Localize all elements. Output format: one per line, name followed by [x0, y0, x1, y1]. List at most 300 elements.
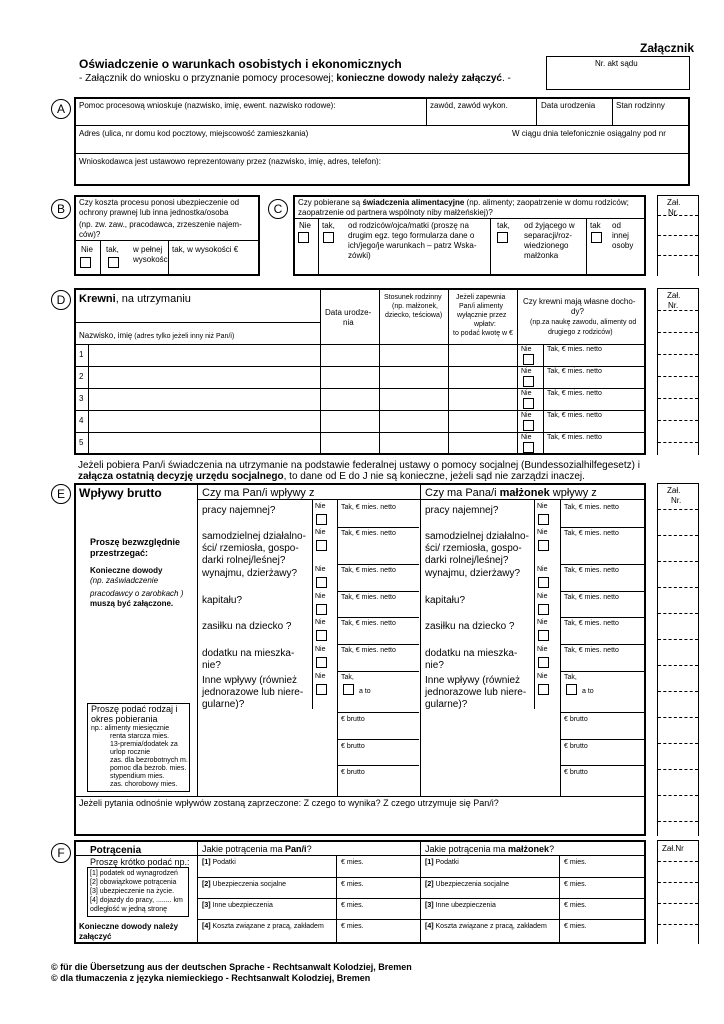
e-no-label: Nie	[315, 503, 326, 510]
d-row-no-label: Nie	[521, 434, 532, 441]
e-no-checkbox[interactable]	[538, 577, 549, 588]
zal-separator	[658, 509, 698, 510]
e-row-line	[337, 591, 419, 592]
e-other-yes-checkbox[interactable]	[343, 684, 354, 695]
e-income-amount-field[interactable]: Tak, € mies. netto	[564, 530, 619, 537]
e-income-amount-field[interactable]: Tak, € mies. netto	[341, 594, 396, 601]
e-proof-line2: (np. zaświadczenie	[90, 576, 159, 585]
f-deduction-label: [3] Inne ubezpieczenia	[425, 902, 496, 909]
zal-separator	[658, 613, 698, 614]
f-row-line	[420, 877, 645, 878]
zal-separator	[658, 354, 698, 355]
e-col-divider	[312, 499, 313, 709]
f-example-3: [3] ubezpieczenie na życie.	[90, 888, 175, 895]
e-row-line	[337, 527, 419, 528]
e-income-amount-field[interactable]: Tak, € mies. netto	[564, 594, 619, 601]
f-deduction-label: [1] Podatki	[202, 859, 236, 866]
d-row-no-label: Nie	[521, 412, 532, 419]
f-proof-line1: Konieczne dowody należy	[79, 922, 179, 931]
case-number-field[interactable]	[546, 56, 690, 90]
address-field[interactable]: Adres (ulica, nr domu kod pocztowy, miejscowość zamieszkania)	[79, 129, 309, 138]
e-row-line	[337, 564, 419, 565]
b-yes-full-checkbox[interactable]	[108, 257, 119, 268]
e-kind-line9: stypendium mies.	[110, 773, 165, 780]
d-relation-label: Stosunek rodzinny	[384, 294, 442, 301]
e-row-line	[560, 617, 645, 618]
f-deduction-label: [1] Podatki	[425, 859, 459, 866]
e-ato-label: a to	[582, 688, 594, 695]
f-deduction-amount-field[interactable]: € mies.	[564, 902, 587, 909]
d-row-birthdate-field[interactable]	[321, 433, 378, 453]
e-row-line	[337, 765, 419, 766]
e-income-amount-field[interactable]: Tak, € mies. netto	[341, 530, 396, 537]
f-row-line	[420, 898, 645, 899]
e-title: Wpływy brutto	[79, 486, 162, 500]
b-question-line3: (np. zw. zaw., pracodawca, zrzeszenie najem-	[79, 220, 242, 229]
e-other-yes-checkbox[interactable]	[566, 684, 577, 695]
f-col-divider	[336, 855, 337, 943]
c-spouse-line3: wiedzionego	[524, 241, 569, 250]
d-row-birthdate-field[interactable]	[321, 389, 378, 409]
d-row-name-field[interactable]	[89, 345, 319, 365]
e-income-question: dodatku na mieszka-	[425, 648, 518, 659]
e-income-question: gularne)?	[425, 699, 468, 710]
zal-separator	[658, 769, 698, 770]
zal-column-f[interactable]	[657, 840, 699, 944]
c-no-checkbox[interactable]	[298, 232, 309, 243]
zal-separator	[658, 861, 698, 862]
e-income-question: gularne)?	[202, 699, 245, 710]
f-example-2: [2] obowiązkowe potrącenia	[90, 879, 177, 886]
f-deduction-label: [4] Koszta związane z pracą, zakładem	[202, 923, 324, 930]
f-deduction-amount-field[interactable]: € mies.	[564, 881, 587, 888]
e-row-line	[337, 739, 419, 740]
e-income-amount-field[interactable]: Tak, € mies. netto	[341, 620, 396, 627]
e-gross-amount-field[interactable]: € brutto	[341, 769, 365, 776]
zal-nr-label: Nr.	[668, 208, 679, 217]
e-income-amount-field[interactable]: Tak, € mies. netto	[341, 567, 396, 574]
e-ato-label: a to	[359, 688, 371, 695]
zal-separator	[658, 691, 698, 692]
e-income-question: samodzielnej działalno-	[202, 531, 306, 542]
e-col-divider	[534, 499, 535, 709]
f-example-4: [4] dojazdy do pracy, ........ km	[90, 897, 183, 904]
zal-separator	[658, 535, 698, 536]
f-deduction-label: [3] Inne ubezpieczenia	[202, 902, 273, 909]
e-strict-line2: przestrzegać:	[90, 548, 149, 558]
d-title: Krewni, na utrzymaniu	[79, 293, 191, 305]
e-strict-line1: Proszę bezwzględnie	[90, 537, 181, 547]
page-subtitle: - Załącznik do wniosku o przyznanie pomocy procesowej; konieczne dowody należy załączyć. -	[79, 73, 511, 84]
e-no-label: Nie	[315, 673, 326, 680]
e-no-label: Nie	[315, 646, 326, 653]
e-no-checkbox[interactable]	[538, 514, 549, 525]
attachment-label: Załącznik	[640, 41, 695, 55]
e-proof-line3: pracodawcy o zarobkach )	[90, 589, 184, 598]
d-own-income-label-2: dy?	[571, 307, 584, 316]
section-a-marker: A	[51, 99, 71, 119]
zal-separator	[658, 639, 698, 640]
f-deduction-amount-field[interactable]: € mies.	[341, 859, 364, 866]
e-row-line	[560, 644, 645, 645]
d-row-number: 1	[79, 350, 84, 359]
e-row-line	[337, 617, 419, 618]
zal-separator	[658, 442, 698, 443]
e-income-question: wynajmu, dzierżawy?	[425, 568, 521, 579]
e-income-amount-field[interactable]: Tak, € mies. netto	[341, 504, 396, 511]
e-row-line	[560, 712, 645, 713]
d-note-line1: Jeżeli pobiera Pan/i świadczenia na utrzymanie na podstawie federalnej ustawy o pomocy socjalnej (Bundessozialhilfegesetz) i	[78, 460, 640, 471]
d-own-income-label-4: drugiego z rodziców)	[548, 329, 613, 336]
e-income-amount-field[interactable]: Tak, € mies. netto	[564, 504, 619, 511]
e-income-amount-field[interactable]: Tak, € mies. netto	[564, 567, 619, 574]
d-row-payment-field[interactable]	[449, 411, 516, 431]
d-birth-label: Data urodze-	[325, 308, 372, 317]
e-other-yes-label: Tak,	[341, 674, 354, 681]
d-row-no-checkbox[interactable]	[523, 376, 534, 387]
c-question-line1: Czy pobierane są świadczenia alimentacyjne (np. alimenty; zaopatrzenie w domu rodziców;	[298, 198, 629, 207]
d-payment-label-4: wpłatv:	[474, 321, 496, 328]
d-relation-label-2: (np. małżonek,	[392, 303, 438, 310]
e-income-question: wynajmu, dzierżawy?	[202, 568, 298, 579]
f-deduction-amount-field[interactable]: € mies.	[564, 923, 587, 930]
e-kind-line1: Proszę podać rodzaj i	[91, 704, 178, 714]
zal-separator	[658, 882, 698, 883]
zal-nr-label: Nr.	[668, 301, 679, 310]
d-note-line2: załącza ostatnią decyzję urzędu socjalnego, to dane od E do J nie są konieczne, jeżeli sąd nie zarządzi inaczej.	[78, 471, 585, 482]
zal-separator	[658, 310, 698, 311]
d-row-number: 2	[79, 372, 84, 381]
zal-separator	[658, 420, 698, 421]
e-kind-line4: renta starcza mies.	[110, 733, 170, 740]
d-row-relation-field[interactable]	[380, 367, 447, 387]
e-col-divider	[560, 499, 561, 796]
e-row-line	[337, 671, 419, 672]
applicant-name-field[interactable]: Pomoc procesową wnioskuje (nazwisko, imię, ewent. nazwisko rodowe):	[79, 101, 336, 110]
b-full-label-2: wysokości	[133, 255, 170, 264]
e-income-question: samodzielnej działalno-	[425, 531, 529, 542]
c-spouse-line2: separacji/roz-	[524, 231, 573, 240]
d-row-no-checkbox[interactable]	[523, 398, 534, 409]
e-kind-line2: okres pobierania	[91, 714, 158, 724]
e-no-label: Nie	[315, 529, 326, 536]
c-parents-line2: drugim egz. tego formularza dane o	[348, 231, 475, 240]
e-income-question: zasiłku na dziecko ?	[425, 621, 515, 632]
d-row-no-label: Nie	[521, 368, 532, 375]
e-no-checkbox[interactable]	[316, 540, 327, 551]
e-no-checkbox[interactable]	[538, 540, 549, 551]
d-row-number: 5	[79, 438, 84, 447]
zal-separator	[658, 332, 698, 333]
marital-status-field[interactable]: Stan rodzinny	[616, 101, 665, 110]
e-other-yes-label: Tak,	[564, 674, 577, 681]
e-no-checkbox[interactable]	[538, 657, 549, 668]
d-row-relation-field[interactable]	[380, 389, 447, 409]
e-no-label: Nie	[537, 673, 548, 680]
e-income-question: jednorazowe lub niere-	[202, 687, 304, 698]
e-income-question: Inne wpływy (również	[202, 675, 298, 686]
e-no-checkbox[interactable]	[538, 630, 549, 641]
section-e-marker: E	[51, 484, 71, 504]
e-income-question: zasiłku na dziecko ?	[202, 621, 292, 632]
c-other-line2: innej	[612, 231, 629, 240]
f-proof-line2: załączyć	[79, 932, 112, 941]
d-row-no-label: Nie	[521, 346, 532, 353]
d-birth-label-2: nia	[343, 318, 354, 327]
f-deduction-amount-field[interactable]: € mies.	[341, 881, 364, 888]
e-col2-title: Czy ma Pana/i małżonek wpływy z	[425, 487, 597, 499]
f-row-line	[197, 898, 420, 899]
e-income-question: jednorazowe lub niere-	[425, 687, 527, 698]
e-income-question: nie?	[425, 660, 444, 671]
d-row-number: 3	[79, 394, 84, 403]
d-row-name-field[interactable]	[89, 411, 319, 431]
f-title: Potrącenia	[90, 845, 142, 856]
e-no-label: Nie	[537, 619, 548, 626]
f-deduction-amount-field[interactable]: € mies.	[341, 902, 364, 909]
section-c-marker: C	[268, 199, 288, 219]
d-payment-label: Jeżeli zapewnia	[456, 294, 506, 301]
c-spouse-line1: od żyjącego w	[524, 221, 575, 230]
e-income-question: pracy najemnej?	[202, 505, 276, 516]
d-payment-label-2: Pan/i alimenty	[459, 303, 503, 310]
e-no-checkbox[interactable]	[316, 577, 327, 588]
e-income-question: darki rolnej/leśnej?	[202, 555, 286, 566]
e-col1-title: Czy ma Pan/i wpływy z	[202, 487, 315, 499]
d-row-income-field[interactable]: Tak, € mies. netto	[547, 346, 602, 353]
e-kind-line6: urlop rocznie	[110, 749, 151, 756]
zal-column-d[interactable]	[657, 288, 699, 455]
e-col-divider	[337, 499, 338, 796]
f-example-1: [1] podatek od wynagrodzeń	[90, 870, 178, 877]
e-income-question: kapitału?	[202, 595, 243, 606]
e-proof-line1: Konieczne dowody	[90, 566, 163, 575]
e-no-label: Nie	[315, 566, 326, 573]
e-row-line	[560, 765, 645, 766]
d-row-number: 4	[79, 416, 84, 425]
birthdate-field[interactable]: Data urodzenia	[541, 101, 596, 110]
zal-separator	[658, 903, 698, 904]
zal-label: Zał.	[667, 486, 681, 495]
e-income-question: kapitału?	[425, 595, 466, 606]
section-b-marker: B	[51, 199, 71, 219]
e-no-label: Nie	[537, 503, 548, 510]
zal-separator	[658, 717, 698, 718]
c-parents-line1: od rodziców/ojca/matki (proszę na	[348, 221, 469, 230]
d-row-birthdate-field[interactable]	[321, 345, 378, 365]
c-yes-other-label: tak	[590, 221, 601, 230]
zal-separator	[658, 821, 698, 822]
e-income-question: ści/ rzemiosła, gospo-	[202, 543, 299, 554]
d-row-income-field[interactable]: Tak, € mies. netto	[547, 390, 602, 397]
d-row-birthdate-field[interactable]	[321, 411, 378, 431]
e-no-checkbox[interactable]	[538, 604, 549, 615]
zal-separator	[658, 561, 698, 562]
d-own-income-label: Czy krewni mają własne docho-	[523, 297, 636, 306]
e-no-checkbox[interactable]	[538, 684, 549, 695]
d-payment-label-5: to podać kwotę w €	[453, 330, 513, 337]
d-row-relation-field[interactable]	[380, 345, 447, 365]
e-row-line	[337, 644, 419, 645]
d-row-payment-field[interactable]	[449, 367, 516, 387]
e-row-line	[560, 739, 645, 740]
d-row-relation-field[interactable]	[380, 411, 447, 431]
zal-nr-label: Nr.	[671, 496, 682, 505]
e-proof-line4: muszą być załączone.	[90, 599, 174, 608]
e-no-checkbox[interactable]	[316, 630, 327, 641]
f-deduction-amount-field[interactable]: € mies.	[564, 859, 587, 866]
d-row-payment-field[interactable]	[449, 345, 516, 365]
e-kind-line3: np.: alimenty miesięcznie	[91, 725, 170, 732]
e-no-label: Nie	[537, 646, 548, 653]
d-row-no-checkbox[interactable]	[523, 354, 534, 365]
b-question-line1: Czy koszta procesu ponosi ubezpieczenie od	[79, 198, 240, 207]
e-no-label: Nie	[537, 566, 548, 573]
zal-separator	[658, 924, 698, 925]
d-row-name-field[interactable]	[89, 433, 319, 453]
profession-field[interactable]: zawód, zawód wykon.	[430, 101, 508, 110]
f-deduction-label: [4] Koszta związane z pracą, zakładem	[425, 923, 547, 930]
e-income-amount-field[interactable]: Tak, € mies. netto	[564, 647, 619, 654]
e-gross-amount-field[interactable]: € brutto	[341, 743, 365, 750]
f-deduction-label: [2] Ubezpieczenia socjalne	[425, 881, 510, 888]
c-yes-spouse-label: tak,	[497, 221, 510, 230]
e-kind-line5: 13-premia/dodatek za	[110, 741, 178, 748]
d-row-relation-field[interactable]	[380, 433, 447, 453]
f-col-divider	[559, 855, 560, 943]
section-d-marker: D	[51, 290, 71, 310]
f-col1-title: Jakie potrącenia ma Pan/i?	[202, 844, 312, 854]
zal-separator	[658, 398, 698, 399]
f-deduction-amount-field[interactable]: € mies.	[341, 923, 364, 930]
b-full-label: w pełnej	[133, 245, 163, 254]
page-title: Oświadczenie o warunkach osobistych i ekonomicznych	[79, 57, 402, 71]
e-no-label: Nie	[537, 529, 548, 536]
b-partial-amount-field[interactable]: tak, w wysokości €	[172, 245, 239, 254]
d-row-birthdate-field[interactable]	[321, 367, 378, 387]
e-no-checkbox[interactable]	[316, 604, 327, 615]
c-no-label: Nie	[299, 221, 312, 230]
e-gross-amount-field[interactable]: € brutto	[564, 716, 588, 723]
f-brief-label: Proszę krótko podać np.:	[90, 857, 190, 867]
c-parents-line4: zówki)	[348, 251, 371, 260]
e-income-question: pracy najemnej?	[425, 505, 499, 516]
e-row-line	[560, 527, 645, 528]
d-row-name-field[interactable]	[89, 389, 319, 409]
c-other-checkbox[interactable]	[591, 232, 602, 243]
representative-field[interactable]: Wnioskodawca jest ustawowo reprezentowany przez (nazwisko, imię, adres, telefon):	[79, 157, 381, 166]
d-row-no-label: Nie	[521, 390, 532, 397]
b-no-label: Nie	[81, 245, 94, 254]
c-spouse-checkbox[interactable]	[497, 232, 508, 243]
d-row-income-field[interactable]: Tak, € mies. netto	[547, 434, 602, 441]
zal-separator	[658, 795, 698, 796]
b-question-line4: ców)?	[79, 230, 101, 239]
f-col2-title: Jakie potrącenia ma małżonek?	[425, 844, 555, 854]
zal-label: Zał.	[667, 198, 681, 207]
e-row-line	[560, 564, 645, 565]
e-denied-question: Jeżeli pytania odnośnie wpływów zostaną zaprzeczone: Z czego to wynika? Z czego utrzymuje się Pan/i?	[79, 798, 499, 808]
phone-field[interactable]: W ciągu dnia telefonicznie osiągalny pod nr	[512, 129, 666, 138]
d-row-no-checkbox[interactable]	[523, 442, 534, 453]
f-row-line	[197, 919, 420, 920]
zal-separator	[658, 665, 698, 666]
case-number-label: Nr. akt sądu	[595, 59, 638, 68]
section-a-box	[74, 97, 690, 186]
c-yes-parents-label: tak,	[322, 221, 335, 230]
d-payment-label-3: wyłącznie przez	[457, 312, 507, 319]
c-spouse-line4: małżonka	[524, 251, 559, 260]
footer-copyright-de: © für die Übersetzung aus der deutschen Sprache - Rechtsanwalt Kolodziej, Bremen	[51, 962, 412, 972]
zal-separator	[658, 743, 698, 744]
d-row-payment-field[interactable]	[449, 389, 516, 409]
e-income-question: nie?	[202, 660, 221, 671]
e-gross-amount-field[interactable]: € brutto	[564, 743, 588, 750]
e-no-label: Nie	[315, 593, 326, 600]
zal-separator	[658, 255, 698, 256]
zal-label: Zał.	[667, 291, 681, 300]
e-gross-amount-field[interactable]: € brutto	[341, 716, 365, 723]
e-row-line	[337, 712, 419, 713]
d-relation-label-3: dziecko, teściowa)	[385, 312, 443, 319]
e-no-label: Nie	[315, 619, 326, 626]
c-question-line2: zaopatrzenie od partnera wspólnoty niby małżeńskiej)?	[298, 208, 493, 217]
footer-copyright-pl: © dla tłumaczenia z języka niemieckiego - Rechtsanwalt Kolodziej, Bremen	[51, 973, 371, 983]
e-no-label: Nie	[537, 593, 548, 600]
e-no-checkbox[interactable]	[316, 514, 327, 525]
e-income-question: dodatku na mieszka-	[202, 648, 295, 659]
e-kind-line8: pomoc dla bezrob. mies.	[110, 765, 187, 772]
f-example-5: odległość w jedną stronę	[90, 906, 168, 913]
c-other-line3: osoby	[612, 241, 634, 250]
e-income-question: ści/ rzemiosła, gospo-	[425, 543, 522, 554]
zal-separator	[658, 235, 698, 236]
d-row-no-checkbox[interactable]	[523, 420, 534, 431]
f-row-line	[420, 919, 645, 920]
e-income-amount-field[interactable]: Tak, € mies. netto	[341, 647, 396, 654]
c-other-line1: od	[612, 221, 621, 230]
d-row-income-field[interactable]: Tak, € mies. netto	[547, 368, 602, 375]
e-income-question: darki rolnej/leśnej?	[425, 555, 509, 566]
e-income-question: Inne wpływy (również	[425, 675, 521, 686]
c-parents-checkbox[interactable]	[323, 232, 334, 243]
f-deduction-label: [2] Ubezpieczenia socjalne	[202, 881, 287, 888]
zal-separator	[658, 376, 698, 377]
e-row-line	[560, 671, 645, 672]
e-no-checkbox[interactable]	[316, 684, 327, 695]
d-row-income-field[interactable]: Tak, € mies. netto	[547, 412, 602, 419]
b-question-line2: ochrony prawnej lub inna jednostka/osoba	[79, 208, 229, 217]
e-no-checkbox[interactable]	[316, 657, 327, 668]
f-row-line	[197, 877, 420, 878]
d-row-payment-field[interactable]	[449, 433, 516, 453]
d-name-label: Nazwisko, imię (adres tylko jeżeli inny niż Pan/i)	[79, 331, 235, 340]
d-row-name-field[interactable]	[89, 367, 319, 387]
zal-separator	[658, 587, 698, 588]
e-kind-line10: zas. chorobowy mies.	[110, 781, 178, 788]
zal-separator	[658, 215, 698, 216]
e-row-line	[560, 591, 645, 592]
b-yes-label: tak,	[106, 245, 119, 254]
e-kind-line7: zas. dla bezrobotnych m.	[110, 757, 188, 764]
section-f-marker: F	[51, 843, 71, 863]
e-income-amount-field[interactable]: Tak, € mies. netto	[564, 620, 619, 627]
zal-nr-label: Zał.Nr	[662, 844, 684, 853]
b-no-checkbox[interactable]	[80, 257, 91, 268]
e-gross-amount-field[interactable]: € brutto	[564, 769, 588, 776]
d-own-income-label-3: (np.za naukę zawodu, alimenty od	[530, 319, 637, 326]
c-parents-line3: ich/jego/je warunkach – patrz Wska-	[348, 241, 477, 250]
